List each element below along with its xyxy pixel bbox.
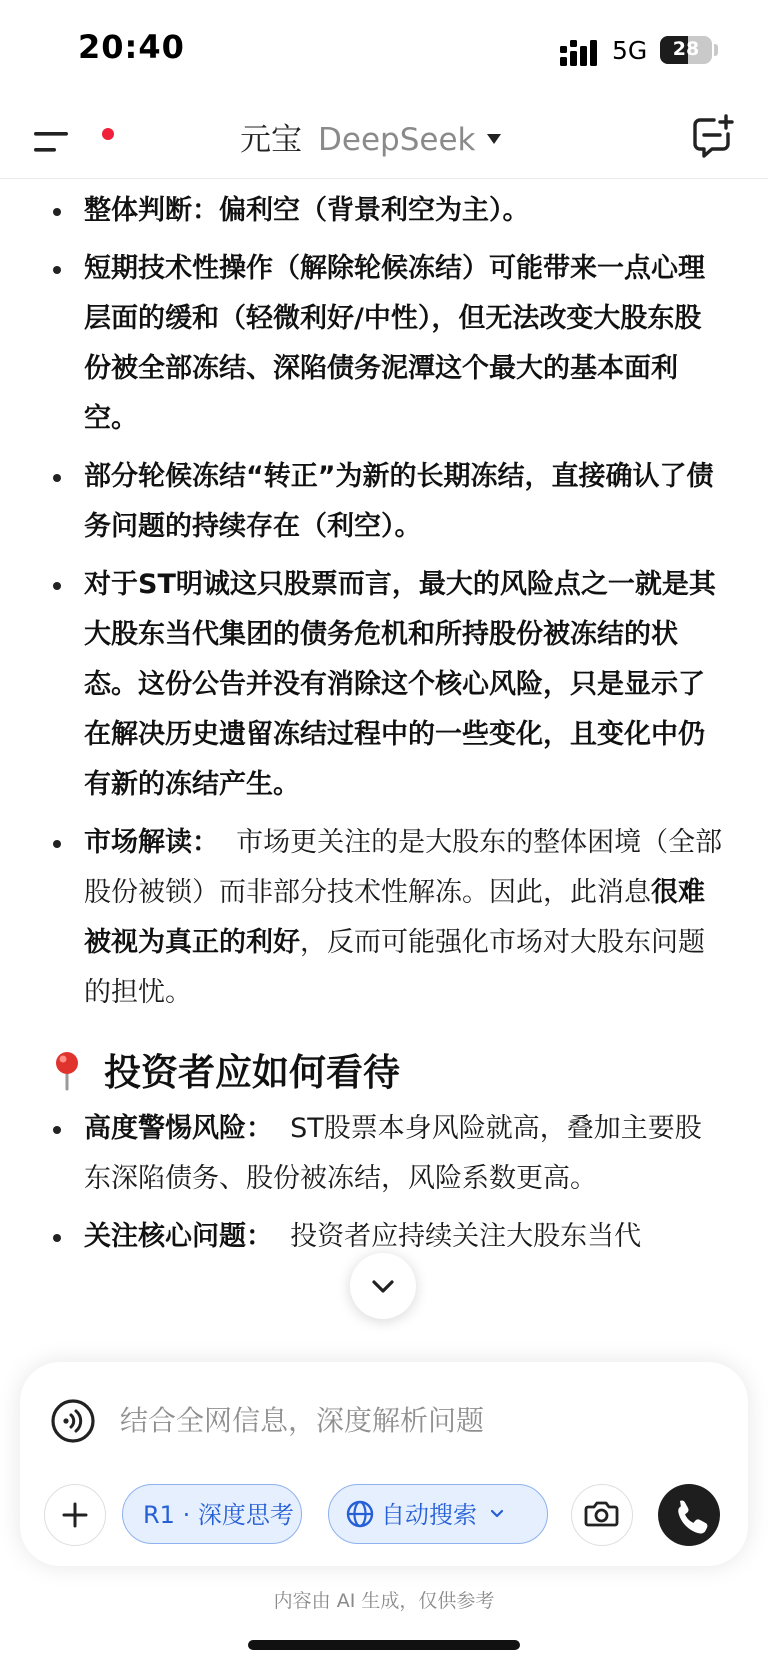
deep-think-label: R1 · 深度思考 (143, 1501, 294, 1529)
battery-level: 28 (672, 38, 700, 60)
attach-button[interactable] (44, 1484, 106, 1546)
status-bar (0, 0, 768, 100)
list-item: 对于ST明诚这只股票而言，最大的风险点之一就是其大股东当代集团的债务危机和所持股份被冻结的状态。这份公告并没有消除这个核心风险，只是显示了在解决历史遗留冻结过程中的一些变化，且变化中仍有新的冻结产生。 (0, 560, 768, 810)
auto-search-label: 自动搜索 (381, 1501, 477, 1529)
deep-think-toggle[interactable] (122, 1484, 302, 1544)
voice-icon[interactable] (50, 1398, 96, 1444)
summary-bullets (0, 186, 768, 1018)
auto-search-toggle[interactable] (328, 1484, 548, 1544)
section-heading: 投资者应如何看待 (52, 1042, 400, 1096)
model-name: DeepSeek (318, 122, 476, 158)
list-item: 整体判断：偏利空（背景利空为主）。 (0, 186, 768, 236)
app-brand: 元宝 (240, 122, 302, 158)
signal-icon (560, 40, 602, 66)
chat-composer (20, 1362, 748, 1566)
chevron-down-icon (487, 134, 501, 144)
list-item: 关注核心问题： 投资者应持续关注大股东当代 (0, 1212, 768, 1262)
chat-content (0, 178, 768, 1358)
plus-icon (45, 1485, 105, 1545)
list-item: 短期技术性操作（解除轮候冻结）可能带来一点心理层面的缓和（轻微利好/中性），但无法改变大股东股份被全部冻结、深陷债务泥潭这个最大的基本面利空。 (0, 244, 768, 444)
network-type: 5G (612, 36, 648, 65)
model-selector[interactable] (240, 114, 501, 159)
list-item-market: 市场解读： 市场更关注的是大股东的整体困境（全部股份被锁）而非部分技术性解冻。因此，此消息很难被视为真正的利好，反而可能强化市场对大股东问题的担忧。 (0, 818, 768, 1018)
battery-icon (660, 36, 712, 64)
camera-icon (572, 1485, 631, 1544)
globe-icon (345, 1499, 375, 1529)
home-indicator (248, 1640, 520, 1650)
message-input[interactable] (120, 1394, 710, 1446)
scroll-to-bottom-button[interactable] (350, 1253, 416, 1319)
advice-bullets (0, 1104, 768, 1262)
new-chat-icon[interactable] (690, 114, 734, 158)
ai-disclaimer: 内容由 AI 生成，仅供参考 (273, 1590, 495, 1612)
phone-icon (658, 1484, 720, 1546)
list-item: 高度警惕风险： ST股票本身风险就高，叠加主要股东深陷债务、股份被冻结，风险系数更高。 (0, 1104, 768, 1204)
notification-dot (102, 128, 114, 140)
battery-tip (714, 44, 718, 56)
menu-icon (32, 120, 80, 160)
voice-call-button[interactable] (658, 1484, 720, 1546)
pin-icon (52, 1051, 82, 1091)
camera-button[interactable] (571, 1484, 633, 1546)
chevron-down-icon (489, 1506, 505, 1522)
chevron-down-icon (350, 1253, 416, 1319)
menu-button[interactable] (32, 120, 80, 160)
app-header (0, 100, 768, 179)
status-time: 20:40 (78, 28, 185, 66)
list-item: 部分轮候冻结“转正”为新的长期冻结，直接确认了债务问题的持续存在（利空）。 (0, 452, 768, 552)
